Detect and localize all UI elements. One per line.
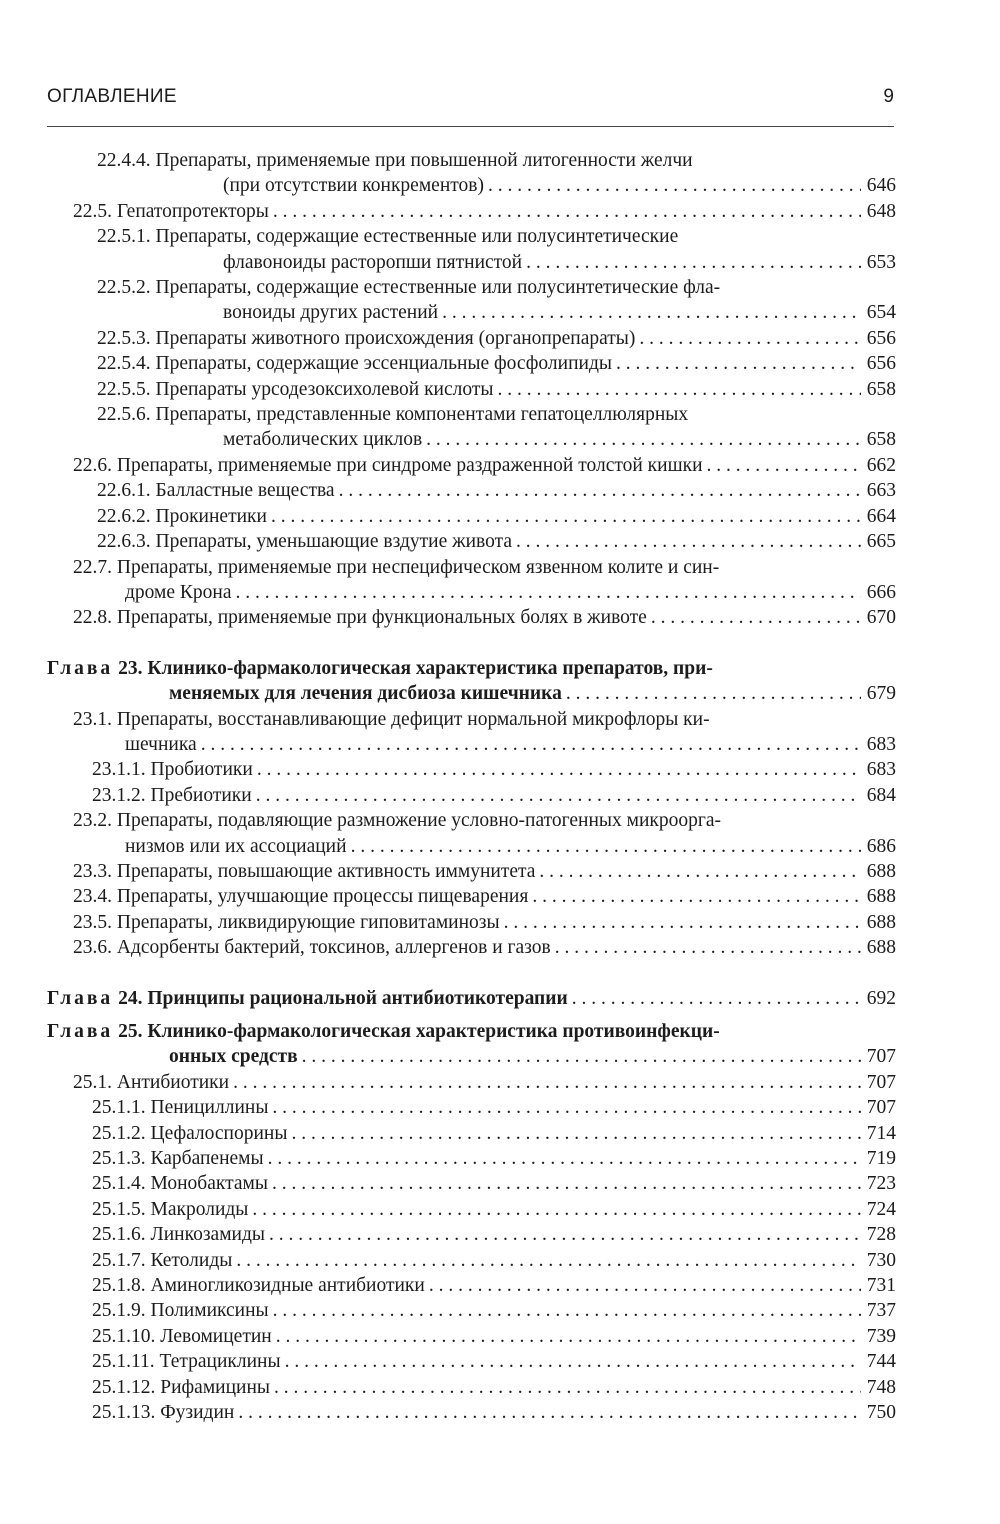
- toc-entry-page: 707: [866, 1071, 896, 1093]
- toc-entry: [47, 1248, 896, 1273]
- toc-entry: [47, 1197, 896, 1222]
- chapter-word: Глава: [47, 1021, 114, 1042]
- dot-leader: [651, 605, 861, 630]
- dot-leader: [201, 732, 861, 757]
- dot-leader: [339, 478, 861, 503]
- spacer: [47, 631, 896, 656]
- toc-entry-title: 25.1.2. Цефалоспорины: [92, 1122, 288, 1144]
- toc-chapter-entry: [47, 986, 896, 1011]
- dot-leader: [257, 757, 861, 782]
- toc-entry-page: 670: [866, 607, 896, 629]
- dot-leader: [269, 1222, 861, 1247]
- toc-entry: [47, 555, 896, 606]
- toc-entry-page: 684: [866, 784, 896, 806]
- toc-entry-page: 688: [866, 886, 896, 908]
- toc-entry-title: 22.6. Препараты, применяемые при синдроме раздраженной толстой кишки: [73, 454, 703, 476]
- toc-entry-title: 25.1.13. Фузидин: [92, 1402, 235, 1424]
- toc-entry-page: 707: [866, 1097, 896, 1119]
- toc-entry-title: 25.1. Антибиотики: [73, 1071, 230, 1093]
- spacer: [47, 961, 896, 986]
- toc-entry-page: 656: [866, 327, 896, 349]
- dot-leader: [272, 1095, 860, 1120]
- dot-leader: [272, 1171, 861, 1196]
- dot-leader: [572, 986, 861, 1011]
- table-of-contents: [47, 148, 896, 1426]
- toc-entry-title-first-line: 23.2. Препараты, подавляющие размножение условно-патогенных микроорга-: [73, 810, 722, 832]
- toc-entry-title: 25.1.4. Монобактамы: [92, 1173, 268, 1195]
- toc-entry: [47, 1324, 896, 1349]
- dot-leader: [271, 504, 861, 529]
- dot-leader: [268, 1146, 861, 1171]
- toc-entry: [47, 605, 896, 630]
- toc-entry-page: 744: [866, 1351, 896, 1373]
- toc-entry-title: 25.1.5. Макролиды: [92, 1198, 249, 1220]
- toc-entry-title-last-line: меняемых для лечения дисбиоза кишечника: [169, 683, 562, 705]
- header-divider: [47, 126, 894, 127]
- toc-entry-page: 688: [866, 911, 896, 933]
- dot-leader: [285, 1349, 861, 1374]
- dot-leader: [707, 453, 861, 478]
- toc-entry-title-first-line: 23. Клинико-фармакологическая характеристика препаратов, при-: [118, 657, 713, 679]
- toc-entry: [47, 1400, 896, 1425]
- toc-entry-title-last-line: дроме Крона: [125, 581, 232, 603]
- running-header-page-number: 9: [883, 86, 894, 107]
- toc-entry-title: 24. Принципы рациональной антибиотикотерапии: [118, 987, 568, 1009]
- dot-leader: [497, 377, 860, 402]
- dot-leader: [252, 1197, 860, 1222]
- toc-entry-title-first-line: 23.1. Препараты, восстанавливающие дефицит нормальной микрофлоры ки-: [73, 708, 710, 730]
- toc-entry-page: 730: [866, 1249, 896, 1271]
- toc-entry-title-last-line: онных средств: [169, 1046, 298, 1068]
- dot-leader: [442, 300, 861, 325]
- dot-leader: [273, 199, 861, 224]
- dot-leader: [291, 1121, 860, 1146]
- dot-leader: [516, 529, 861, 554]
- dot-leader: [276, 1324, 861, 1349]
- toc-entry-title-first-line: 25. Клинико-фармакологическая характеристика противоинфекци-: [118, 1021, 720, 1042]
- toc-entry-title: 22.5.4. Препараты, содержащие эссенциальные фосфолипиды: [97, 353, 612, 375]
- toc-entry-title-last-line: (при отсутствии конкрементов): [223, 175, 484, 197]
- toc-entry-title: 23.1.2. Пребиотики: [92, 784, 252, 806]
- toc-entry: [47, 1273, 896, 1298]
- toc-entry-title: 22.5.5. Препараты урсодезоксихолевой кислоты: [97, 378, 494, 400]
- toc-entry-title-last-line: флавоноиды расторопши пятнистой: [223, 251, 523, 273]
- dot-leader: [504, 910, 861, 935]
- toc-entry-title-first-line: 22.7. Препараты, применяемые при неспецифическом язвенном колите и син-: [73, 556, 720, 578]
- toc-entry: [47, 148, 896, 199]
- toc-entry-page: 683: [866, 759, 896, 781]
- toc-entry-page: 658: [866, 378, 896, 400]
- toc-entry-title-first-line: 22.5.6. Препараты, представленные компонентами гепатоцеллюлярных: [97, 404, 689, 426]
- toc-entry-page: 688: [866, 860, 896, 882]
- toc-entry: [47, 1298, 896, 1323]
- toc-entry-page: 646: [866, 175, 896, 197]
- toc-entry-title: 22.5.3. Препараты животного происхождения (органопрепараты): [97, 327, 636, 349]
- toc-entry-title: 23.3. Препараты, повышающие активность иммунитета: [73, 860, 536, 882]
- dot-leader: [302, 1044, 861, 1069]
- dot-leader: [238, 1400, 860, 1425]
- toc-entry-title: 25.1.6. Линкозамиды: [92, 1224, 265, 1246]
- toc-entry-title: 25.1.7. Кетолиды: [92, 1249, 233, 1271]
- chapter-word: Глава: [47, 987, 114, 1009]
- toc-entry-page: 724: [866, 1198, 896, 1220]
- toc-entry: [47, 453, 896, 478]
- dot-leader: [616, 351, 861, 376]
- toc-entry: [47, 1146, 896, 1171]
- dot-leader: [236, 580, 861, 605]
- toc-entry-title: 23.5. Препараты, ликвидирующие гиповитаминозы: [73, 911, 500, 933]
- dot-leader: [539, 859, 860, 884]
- toc-entry: [47, 199, 896, 224]
- toc-entry: [47, 351, 896, 376]
- dot-leader: [526, 250, 861, 275]
- toc-entry-page: 723: [866, 1173, 896, 1195]
- toc-entry-title: 25.1.10. Левомицетин: [92, 1325, 272, 1347]
- toc-entry: [47, 1375, 896, 1400]
- toc-entry-page: 665: [866, 531, 896, 553]
- toc-entry: [47, 1095, 896, 1120]
- toc-entry: [47, 884, 896, 909]
- toc-entry: [47, 757, 896, 782]
- toc-entry-title: 22.8. Препараты, применяемые при функциональных болях в животе: [73, 607, 647, 629]
- toc-entry-title: 25.1.12. Рифамицины: [92, 1376, 271, 1398]
- toc-entry-title: 22.6.3. Препараты, уменьшающие вздутие живота: [97, 531, 512, 553]
- toc-entry-title: 25.1.11. Тетрациклины: [92, 1351, 281, 1373]
- toc-entry-page: 719: [866, 1148, 896, 1170]
- toc-entry: [47, 377, 896, 402]
- dot-leader: [429, 1273, 861, 1298]
- dot-leader: [566, 681, 861, 706]
- toc-entry: [47, 859, 896, 884]
- toc-entry: [47, 783, 896, 808]
- toc-entry-title: 25.1.9. Полимиксины: [92, 1300, 269, 1322]
- toc-entry-page: 656: [866, 353, 896, 375]
- toc-entry-page: 707: [866, 1046, 896, 1068]
- toc-entry-page: 750: [866, 1402, 896, 1424]
- toc-entry: [47, 326, 896, 351]
- toc-entry-page: 663: [866, 480, 896, 502]
- toc-entry-page: 688: [866, 937, 896, 959]
- toc-entry-title: 22.5. Гепатопротекторы: [73, 200, 269, 222]
- toc-entry: [47, 1349, 896, 1374]
- toc-entry: [47, 1222, 896, 1247]
- toc-entry-page: 737: [866, 1300, 896, 1322]
- toc-entry-title-first-line: 22.4.4. Препараты, применяемые при повышенной литогенности желчи: [97, 150, 693, 171]
- toc-entry: [47, 910, 896, 935]
- toc-entry-title: 23.1.1. Пробиотики: [92, 759, 253, 781]
- toc-entry-page: 731: [866, 1275, 896, 1297]
- dot-leader: [426, 427, 861, 452]
- toc-entry: [47, 1171, 896, 1196]
- toc-entry-title: 25.1.1. Пенициллины: [92, 1097, 269, 1119]
- toc-entry-title: 22.6.1. Балластные вещества: [97, 480, 335, 502]
- toc-entry-title-last-line: воноиды других растений: [223, 302, 439, 324]
- toc-entry-title-last-line: метаболических циклов: [223, 429, 423, 451]
- toc-entry: [47, 224, 896, 275]
- running-header-title: ОГЛАВЛЕНИЕ: [47, 86, 177, 107]
- dot-leader: [233, 1070, 861, 1095]
- toc-entry-page: 714: [866, 1122, 896, 1144]
- toc-entry-page: 648: [866, 200, 896, 222]
- toc-entry-page: 664: [866, 505, 896, 527]
- spacer: [47, 1011, 896, 1019]
- toc-entry-page: 739: [866, 1325, 896, 1347]
- chapter-word: Глава: [47, 657, 114, 679]
- toc-entry-page: 653: [866, 251, 896, 273]
- toc-entry-page: 662: [866, 454, 896, 476]
- toc-entry-title-last-line: шечника: [125, 733, 197, 755]
- dot-leader: [273, 1298, 861, 1323]
- toc-entry-title: 23.6. Адсорбенты бактерий, токсинов, аллергенов и газов: [73, 937, 551, 959]
- toc-entry-page: 683: [866, 733, 896, 755]
- toc-entry-title: 23.4. Препараты, улучшающие процессы пищеварения: [73, 886, 529, 908]
- dot-leader: [236, 1248, 860, 1273]
- dot-leader: [639, 326, 860, 351]
- toc-entry-title-first-line: 22.5.1. Препараты, содержащие естественные или полусинтетические: [97, 226, 679, 248]
- dot-leader: [256, 783, 861, 808]
- toc-entry-title: 25.1.3. Карбапенемы: [92, 1148, 264, 1170]
- toc-entry-page: 654: [866, 302, 896, 324]
- toc-entry: [47, 529, 896, 554]
- toc-entry-page: 658: [866, 429, 896, 451]
- toc-entry: [47, 935, 896, 960]
- toc-entry: [47, 808, 896, 859]
- toc-entry: [47, 478, 896, 503]
- toc-entry: [47, 1121, 896, 1146]
- toc-entry-page: 728: [866, 1224, 896, 1246]
- toc-entry-title: 25.1.8. Аминогликозидные антибиотики: [92, 1275, 425, 1297]
- toc-chapter-entry: [47, 656, 896, 707]
- toc-entry-page: 666: [866, 581, 896, 603]
- toc-entry-title: 22.6.2. Прокинетики: [97, 505, 267, 527]
- toc-entry-title-first-line: 22.5.2. Препараты, содержащие естественные или полусинтетические фла-: [97, 277, 721, 299]
- toc-entry: [47, 275, 896, 326]
- dot-leader: [532, 884, 860, 909]
- toc-entry-page: 679: [866, 683, 896, 705]
- toc-chapter-entry: [47, 1019, 896, 1070]
- toc-entry: [47, 1070, 896, 1095]
- toc-entry-page: 692: [866, 987, 896, 1009]
- toc-entry: [47, 504, 896, 529]
- toc-entry-page: 748: [866, 1376, 896, 1398]
- toc-entry: [47, 707, 896, 758]
- dot-leader: [351, 834, 861, 859]
- toc-entry: [47, 402, 896, 453]
- toc-entry-page: 686: [866, 835, 896, 857]
- dot-leader: [274, 1375, 861, 1400]
- toc-entry-title-last-line: низмов или их ассоциаций: [125, 835, 347, 857]
- dot-leader: [555, 935, 861, 960]
- dot-leader: [488, 173, 861, 198]
